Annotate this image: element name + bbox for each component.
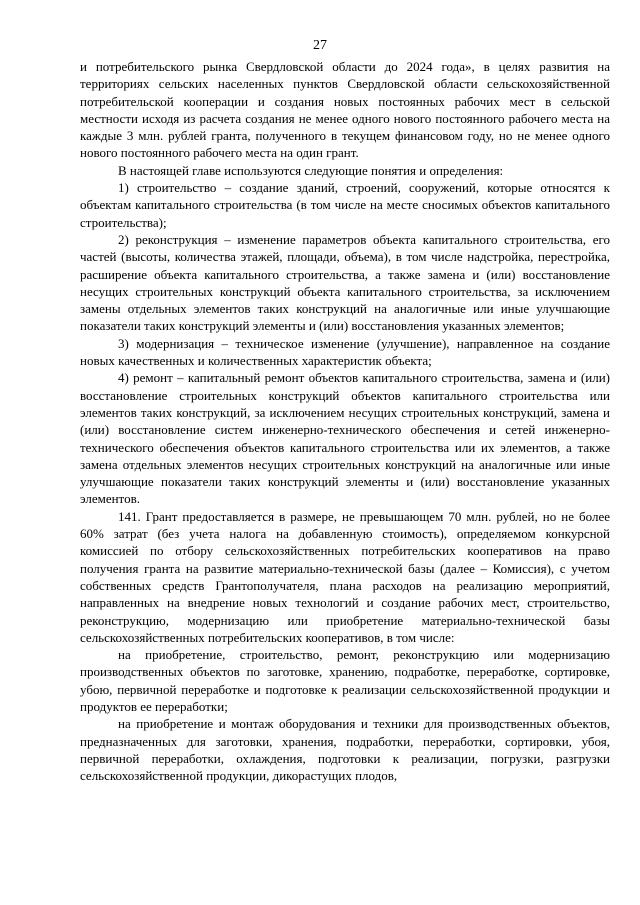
page-number: 27 [313, 38, 327, 53]
paragraph: 1) строительство – создание зданий, строений, сооружений, которые относятся к объектам капитального строительства (в том числе на месте сносимых объектов капитального строительства); [80, 180, 610, 230]
paragraph: В настоящей главе используются следующие понятия и определения: [118, 162, 504, 178]
paragraph: и потребительского рынка Свердловской области до 2024 года», в целях развития на территориях сельских населенных пунктов Свердловской области сельскохозяйственной потребительской кооперации и создания новых постоянных рабочих мест в сельской местности исходя из расчета создания не менее одного нового постоянного рабочего места на каждые 3 млн. рублей гранта, полученного в текущем финансовом году, но не менее одного нового постоянного рабочего места на один грант. [80, 59, 610, 161]
document-body [80, 58, 610, 784]
paragraph: 141. Грант предоставляется в размере, не превышающем 70 млн. рублей, но не более 60% затрат (без учета налога на добавленную стоимость), определяемом конкурсной комиссией по отбору сельскохозяйственных потребительских кооперативов на право получения гранта на развитие материально-технической базы (далее – Комиссия), с учетом собственных средств Грантополучателя, плана расходов на реализацию мероприятий, направленных на внедрение новых технологий и создание рабочих мест, строительство, реконструкцию, модернизацию или приобретение материально-технической базы сельскохозяйственных потребительских кооперативов, в том числе: [80, 508, 610, 645]
paragraph: 4) ремонт – капитальный ремонт объектов капитального строительства, замена и (или) восстановление строительных конструкций объектов капитального строительства или элементов таких конструкций, за исключением несущих строительных конструкций, замена и (или) восстановление систем инженерно-технического обеспечения и сетей инженерно-технического обеспечения объектов капитального строительства или их элементов, а также замена отдельных элементов несущих строительных конструкций на аналогичные или иные улучшающие показатели таких конструкций элементы и (или) восстановление указанных элементов. [80, 370, 610, 507]
paragraph: на приобретение и монтаж оборудования и техники для производственных объектов, предназначенных для заготовки, хранения, подработки, переработки, сортировки, убоя, первичной переработки, охлаждения, подготовки к реализации, погрузки, разгрузки сельскохозяйственной продукции, дикорастущих плодов, [80, 716, 610, 784]
paragraph: на приобретение, строительство, ремонт, реконструкцию или модернизацию производственных объектов по заготовке, хранению, подработке, переработке, сортировке, убою, первичной переработке и подготовке к реализации сельскохозяйственной продукции и продуктов ее переработки; [80, 647, 610, 714]
paragraph: 2) реконструкция – изменение параметров объекта капитального строительства, его частей (высоты, количества этажей, площади, объема), в том числе надстройка, перестройка, расширение объекта капитального строительства, а также замена и (или) восстановление несущих строительных конструкций объекта капитального строительства, за исключением замены отдельных элементов таких конструкций на аналогичные или иные улучшающие показатели таких конструкций элементы и (или) восстановления указанных элементов; [80, 231, 610, 334]
paragraph: 3) модернизация – техническое изменение (улучшение), направленное на создание новых качественных и количественных характеристик объекта; [80, 335, 610, 369]
